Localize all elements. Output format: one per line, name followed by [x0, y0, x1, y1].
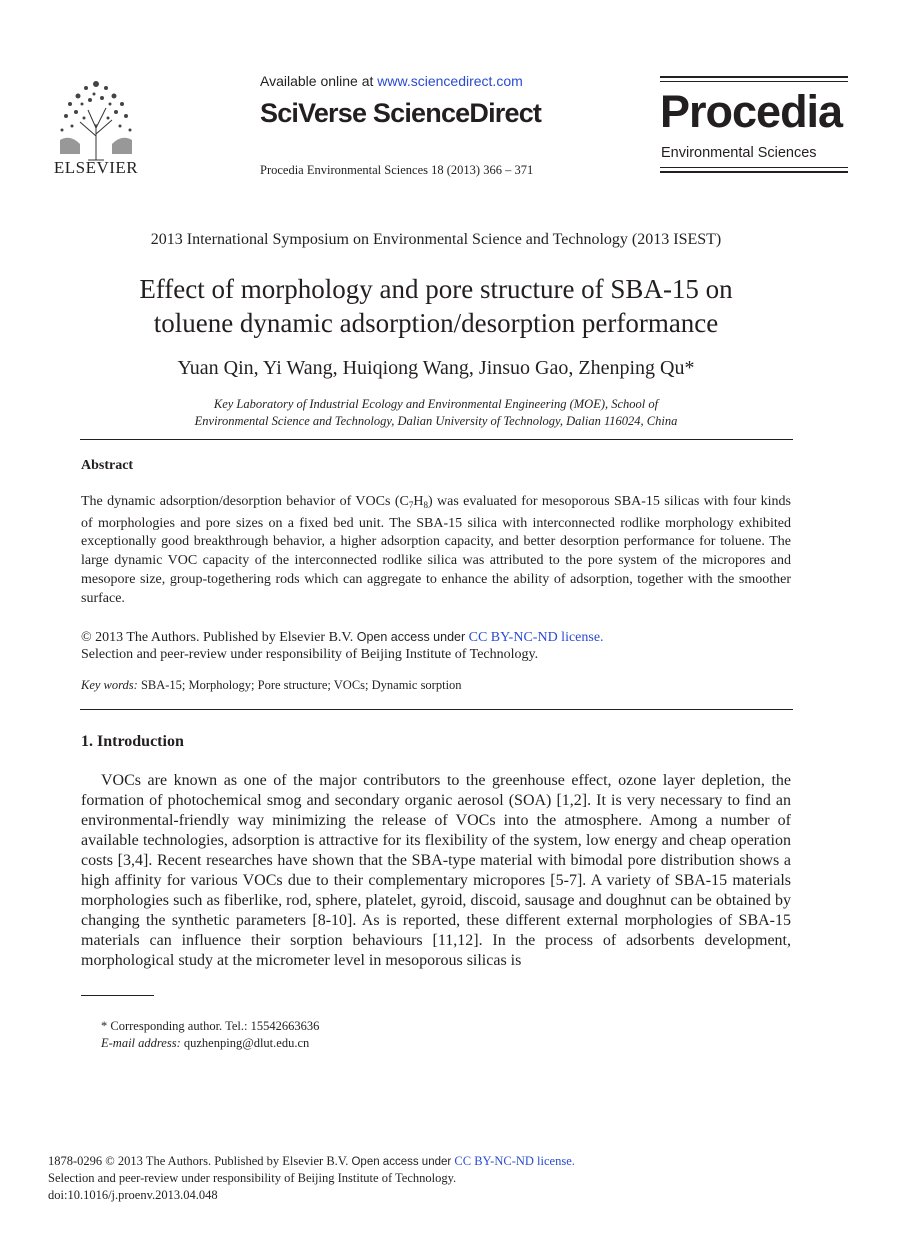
available-online-label: Available online at	[260, 73, 378, 89]
email-note	[101, 1036, 309, 1051]
tree-icon	[50, 74, 142, 162]
open-access-label: Open access under	[356, 630, 469, 644]
procedia-bottom-rule	[660, 167, 848, 168]
formula-h: H	[413, 494, 424, 509]
elsevier-wordmark: ELSEVIER	[53, 158, 139, 177]
available-online-line	[260, 73, 523, 89]
footer-doi: doi:10.1016/j.proenv.2013.04.048	[48, 1188, 218, 1202]
procedia-bottom-rule-2	[660, 171, 848, 173]
introduction-paragraph: VOCs are known as one of the major contributors to the greenhouse effect, ozone layer depletion, the formation of photochemical smog and secondary organic aerosol (SOA) [1,2]. It is very necessary to find an environmental-friendly way minimizing the release of VOCs into the atmosphere. Among a number of available technologies, adsorption is attractive for its flexibility of the system, low energy and cheap operation costs [3,4]. Recent researches have shown that the SBA-type material with bimodal pore distribution shows a high affinity for various VOCs due to their complementary micropores [5-7]. A variety of SBA-15 materials morphologies such as fiberlike, rod, sphere, platelet, gyroid, discoid, sausage and doughnut can be obtained by changing the synthetic parameters [8-10]. As is reported, these different external morphologies of SBA-15 materials can influence their sorption behaviours [11,12]. In the process of adsorbents development, morphological study at the micrometer level in mesoporous silicas is	[81, 772, 791, 969]
affiliation-line-2: Environmental Science and Technology, Dalian University of Technology, Dalian 116024, China	[194, 414, 678, 428]
abstract-text-start: The dynamic adsorption/desorption behavior of VOCs (C	[81, 494, 409, 509]
sciencedirect-url-link[interactable]: www.sciencedirect.com	[377, 73, 523, 89]
footnote-rule	[81, 995, 154, 996]
article-title-line-2: toluene dynamic adsorption/desorption performance	[153, 308, 719, 338]
sciverse-sciencedirect-logo: SciVerse ScienceDirect	[260, 98, 542, 128]
abstract-top-divider	[80, 439, 793, 440]
email-label: E-mail address:	[101, 1036, 181, 1050]
abstract-heading: Abstract	[81, 458, 134, 473]
footer-copyright-line	[48, 1154, 575, 1169]
footer-issn-copyright: 1878-0296 © 2013 The Authors. Published by Elsevier B.V.	[48, 1154, 352, 1168]
author-list: Yuan Qin, Yi Wang, Huiqiong Wang, Jinsuo Gao, Zhenping Qu*	[177, 357, 695, 379]
abstract-bottom-divider	[80, 709, 793, 710]
license-link[interactable]: CC BY-NC-ND license.	[468, 630, 604, 645]
journal-citation: Procedia Environmental Sciences 18 (2013) 366 – 371	[260, 163, 534, 177]
procedia-top-rule-2	[660, 81, 848, 82]
abstract-text	[81, 493, 791, 608]
conference-name: 2013 International Symposium on Environmental Science and Technology (2013 ISEST)	[150, 231, 722, 248]
affiliation-line-1: Key Laboratory of Industrial Ecology and Environmental Engineering (MOE), School of	[213, 397, 659, 411]
corresponding-author-note: * Corresponding author. Tel.: 15542663636	[101, 1019, 320, 1033]
footer-open-access-label: Open access under	[351, 1156, 455, 1168]
footer-license-link[interactable]: CC BY-NC-ND license.	[454, 1154, 575, 1168]
elsevier-tree-logo	[50, 74, 142, 162]
copyright-text: © 2013 The Authors. Published by Elsevier B.V.	[81, 630, 357, 645]
formula-sub-7: 7	[408, 500, 414, 510]
copyright-line	[81, 630, 604, 646]
procedia-logo-title: Procedia	[660, 86, 843, 137]
procedia-logo-subtitle: Environmental Sciences	[661, 145, 817, 161]
abstract-text-rest: ) was evaluated for mesoporous SBA-15 silicas with four kinds of morphologies and pore sizes on a fixed bed unit. The SBA-15 silica with interconnected rodlike morphology exhibited exceptionally good breakthrough behavior, a higher adsorption capacity, and better desorption performance for toluene. The large dynamic VOC capacity of the interconnected rodlike silica was attributed to the pore system of the micropores and mesopore size, group-togethering rods which can aggregate to enhance the ability of adsorption, together with the smoother surface.	[81, 494, 791, 606]
procedia-top-rule	[660, 76, 848, 78]
email-address: quzhenping@dlut.edu.cn	[183, 1036, 310, 1050]
introduction-heading: 1. Introduction	[81, 733, 184, 750]
formula-sub-8: 8	[423, 500, 428, 510]
keywords-label: Key words:	[81, 678, 138, 692]
article-title-line-1: Effect of morphology and pore structure of SBA-15 on	[139, 274, 733, 304]
footer-peer-review: Selection and peer-review under responsibility of Beijing Institute of Technology.	[48, 1171, 457, 1185]
keywords-text: SBA-15; Morphology; Pore structure; VOCs; Dynamic sorption	[140, 678, 462, 692]
keywords-line	[81, 678, 462, 693]
peer-review-line: Selection and peer-review under responsibility of Beijing Institute of Technology.	[81, 647, 539, 662]
